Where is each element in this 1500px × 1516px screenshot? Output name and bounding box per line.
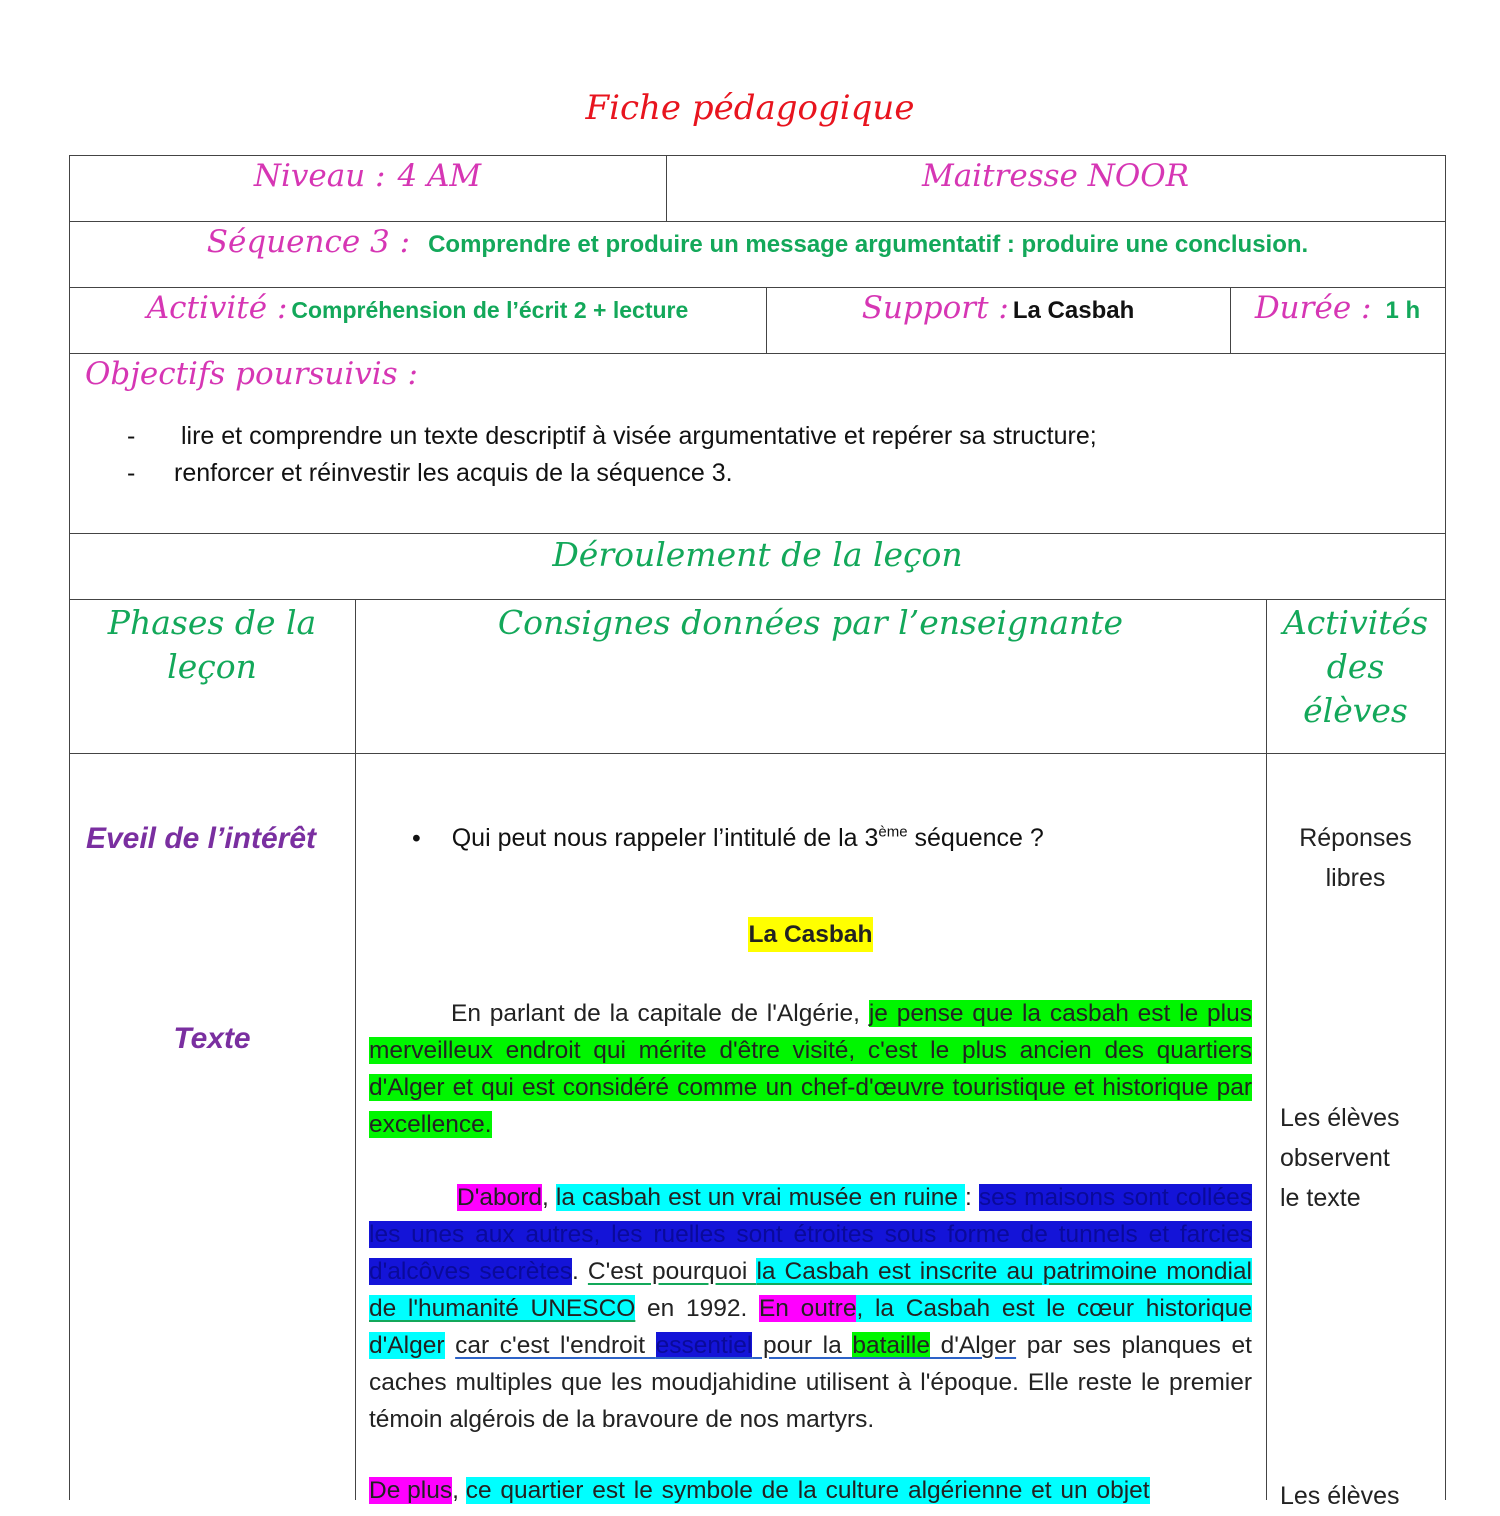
table-row-divider — [69, 221, 1446, 222]
activite-label: Activité : — [146, 290, 288, 326]
p2-seg: : — [965, 1184, 979, 1211]
p3-seg: , — [452, 1477, 466, 1504]
p2-seg: par ses planques et caches multiples que les moudjahidine utilisent à l'époque. Elle reste le premier témoin algérois de la bravoure de nos martyrs. — [369, 1332, 1252, 1433]
activity-responses — [1266, 818, 1445, 898]
question-text — [452, 824, 1044, 852]
table-col-divider — [355, 599, 356, 1500]
teacher-cell — [666, 158, 1445, 194]
objective-bullet: - — [127, 459, 136, 487]
activite-value: Compréhension de l’écrit 2 + lecture — [291, 297, 689, 323]
objective-text: renforcer et réinvestir les acquis de la séquence 3. — [174, 459, 733, 487]
p2-connector-dabord: D'abord — [457, 1184, 543, 1211]
table-border-top — [69, 155, 1446, 156]
col-header-activites-line: Activités — [1282, 603, 1429, 642]
activity-line: libres — [1325, 864, 1386, 892]
support-cell — [766, 290, 1230, 326]
duree-label: Durée : — [1254, 290, 1372, 326]
question-text-start: Qui peut nous rappeler l’intitulé de la 3 — [451, 824, 879, 853]
activity-next — [1280, 1476, 1400, 1516]
p1-plain: En parlant de la capitale de l'Algérie, — [451, 1000, 869, 1027]
p2-dalger: d'Alger — [929, 1332, 1017, 1359]
col-header-activites — [1266, 601, 1445, 733]
p2-consequence: la Casbah est inscrite au patrimoine mondial de l'humanité UNESCO — [369, 1258, 1252, 1322]
table-row-divider — [69, 287, 1446, 288]
activity-line: le texte — [1280, 1184, 1361, 1212]
niveau-value: 4 AM — [397, 158, 482, 194]
duree-cell — [1230, 290, 1445, 326]
p2-seg: en 1992. — [635, 1295, 759, 1322]
activity-observe — [1280, 1098, 1400, 1218]
question-item — [412, 824, 1044, 853]
sequence-label: Séquence 3 : — [206, 224, 411, 260]
sequence-value: Comprendre et produire un message argumentatif : produire une conclusion. — [428, 231, 1309, 258]
col-header-phases-line: Phases de la — [107, 603, 317, 642]
col-header-consignes-text: Consignes données par l’enseignante — [497, 603, 1124, 642]
p2-seg — [445, 1332, 456, 1359]
table-row-divider — [69, 533, 1446, 534]
p1-highlight: je pense que la casbah est le plus merveilleux endroit qui mérite d'être visité, c'est le plus ancien des quartiers d'Alger et qui est considéré comme un chef-d'œuvre touristique et historique par excellence. — [369, 1000, 1252, 1138]
text-title: La Casbah — [748, 917, 874, 952]
support-value: La Casbah — [1012, 297, 1135, 324]
niveau-cell — [69, 158, 666, 194]
sequence-cell — [69, 224, 1446, 260]
question-sup: ème — [878, 824, 908, 841]
table-border-right — [1445, 155, 1446, 1500]
objective-text: lire et comprendre un texte descriptif à visée argumentative et repérer sa structure; — [181, 422, 1097, 450]
activity-line: observent — [1280, 1144, 1390, 1172]
p2-connector-enoutre: En outre — [758, 1295, 857, 1322]
page-title: Fiche pédagogique — [585, 88, 915, 128]
text-title-wrap — [355, 921, 1266, 949]
col-header-phases — [69, 601, 355, 689]
p2-seg: , — [542, 1184, 556, 1211]
support-label: Support : — [861, 290, 1009, 326]
col-header-consignes — [355, 601, 1266, 645]
p2-bataille: bataille — [852, 1332, 930, 1359]
question-bullet: • — [412, 824, 421, 853]
p2-seg: . — [572, 1258, 588, 1285]
text-paragraph-2 — [369, 1179, 1252, 1438]
p2-example: ses maisons sont collées les unes aux autres, les ruelles sont étroites sous forme de tunnels et farcies d'alcôves secrètes — [369, 1184, 1252, 1285]
teacher-name: Maitresse NOOR — [921, 158, 1190, 194]
duree-value: 1 h — [1385, 297, 1421, 324]
objective-bullet: - — [127, 422, 136, 450]
p2-essentiel: essentiel — [655, 1332, 753, 1359]
activite-cell — [69, 290, 766, 326]
table-row-divider — [69, 753, 1446, 754]
p2-seg: pour la — [752, 1332, 853, 1359]
table-row-divider — [69, 599, 1446, 600]
p3-connector-deplus: De plus — [369, 1477, 453, 1504]
text-paragraph-3 — [369, 1472, 1252, 1509]
activity-line: Réponses — [1299, 824, 1412, 852]
table-col-divider — [1266, 599, 1267, 1500]
question-text-end: séquence ? — [907, 824, 1044, 853]
niveau-label: Niveau : — [253, 158, 386, 194]
p2-argument: , la Casbah est le cœur historique d'Alger — [369, 1295, 1252, 1359]
p3-argument: ce quartier est le symbole de la culture algérienne et un objet — [465, 1477, 1150, 1504]
p2-cause: car c'est l'endroit — [455, 1332, 656, 1359]
text-paragraph-1 — [369, 995, 1252, 1143]
objectives-label: Objectifs poursuivis : — [85, 356, 418, 392]
activity-line: Les élèves — [1280, 1104, 1400, 1132]
table-row-divider — [69, 353, 1446, 354]
phase-texte: Texte — [173, 1022, 251, 1055]
activity-line: Les élèves — [1280, 1482, 1400, 1510]
col-header-phases-line: leçon — [167, 647, 257, 686]
phase-eveil: Eveil de l’intérêt — [85, 822, 317, 855]
col-header-activites-line: des — [1326, 647, 1385, 686]
p2-thesis: la casbah est un vrai musée en ruine — [555, 1184, 966, 1211]
col-header-activites-line: élèves — [1303, 691, 1408, 730]
deroulement-heading: Déroulement de la leçon — [552, 535, 963, 574]
p2-connector-cestpourquoi: C'est pourquoi — [587, 1258, 757, 1285]
